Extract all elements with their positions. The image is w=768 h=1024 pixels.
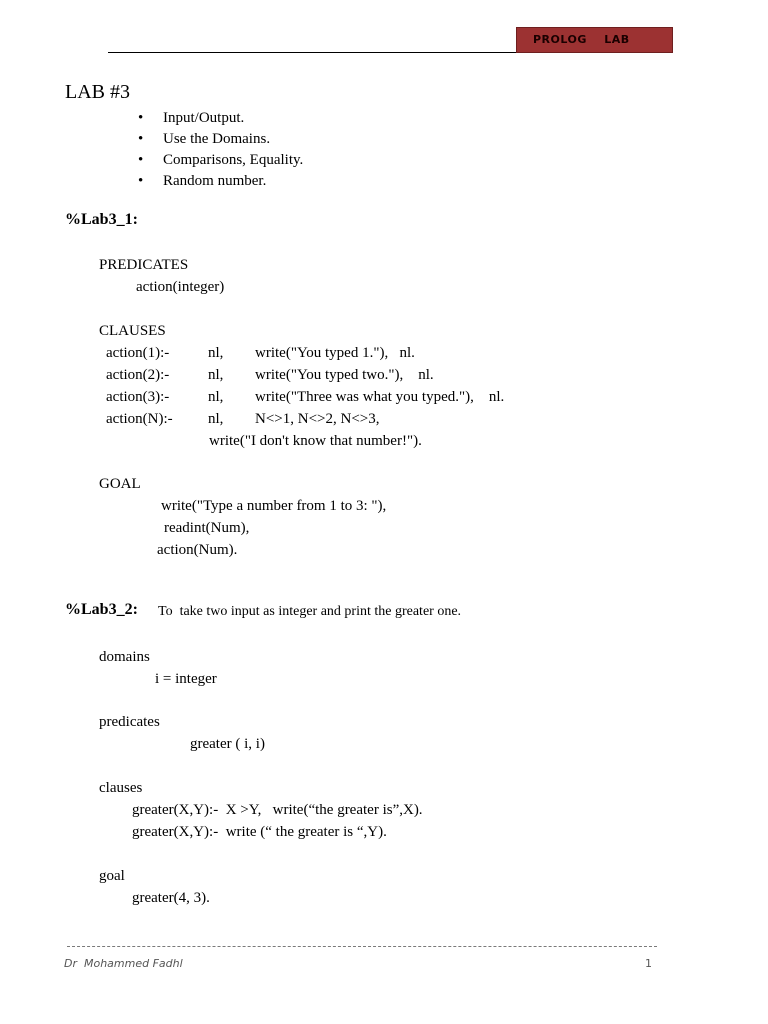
topic-item: • Input/Output. bbox=[138, 108, 303, 129]
clause-body: write("You typed two."), nl. bbox=[255, 367, 434, 383]
clause-nl: nl, bbox=[208, 345, 224, 361]
lab3-2-heading: %Lab3_2: bbox=[65, 601, 138, 618]
footer-author: Dr Mohammed Fadhl bbox=[64, 957, 183, 970]
clause-body: write("Three was what you typed."), nl. bbox=[255, 389, 505, 405]
lab3-2-description: To take two input as integer and print the greater one. bbox=[158, 604, 462, 619]
topic-item: • Random number. bbox=[138, 171, 303, 192]
clause-nl: nl, bbox=[208, 411, 224, 427]
goal-line: greater(4, 3). bbox=[132, 890, 210, 906]
lab3-2-goal-keyword: goal bbox=[99, 868, 125, 884]
lab3-1-predicates-keyword: PREDICATES bbox=[99, 257, 189, 273]
clause-head: action(3):- bbox=[106, 389, 170, 405]
header-rule bbox=[108, 52, 516, 53]
clause-line: greater(X,Y):- write (“ the greater is “,Y). bbox=[132, 824, 387, 840]
clause-nl: nl, bbox=[208, 367, 224, 383]
lab3-1-clauses-keyword: CLAUSES bbox=[99, 323, 166, 339]
clause-nl: nl, bbox=[208, 389, 224, 405]
page-number: 1 bbox=[645, 957, 652, 970]
lab3-2-clauses-keyword: clauses bbox=[99, 780, 143, 796]
goal-line: action(Num). bbox=[157, 542, 238, 558]
topics-list bbox=[138, 108, 303, 192]
clause-continuation: write("I don't know that number!"). bbox=[209, 433, 422, 449]
page-title: LAB #3 bbox=[65, 81, 130, 103]
lab3-2-predicate-declaration: greater ( i, i) bbox=[190, 736, 265, 752]
lab3-2-domain-declaration: i = integer bbox=[155, 671, 217, 687]
topic-item: • Comparisons, Equality. bbox=[138, 150, 303, 171]
lab3-1-heading: %Lab3_1: bbox=[65, 211, 138, 228]
clause-head: action(N):- bbox=[106, 411, 173, 427]
lab3-1-goal-keyword: GOAL bbox=[99, 476, 141, 492]
lab3-1-predicate-declaration: action(integer) bbox=[136, 279, 225, 295]
clause-head: action(1):- bbox=[106, 345, 170, 361]
goal-line: write("Type a number from 1 to 3: "), bbox=[161, 498, 387, 514]
footer-rule bbox=[67, 946, 657, 947]
clause-body: write("You typed 1."), nl. bbox=[255, 345, 415, 361]
lab3-2-domains-keyword: domains bbox=[99, 649, 150, 665]
clause-body: N<>1, N<>2, N<>3, bbox=[255, 411, 380, 427]
goal-line: readint(Num), bbox=[164, 520, 250, 536]
lab3-2-predicates-keyword: predicates bbox=[99, 714, 160, 730]
topic-item: • Use the Domains. bbox=[138, 129, 303, 150]
clause-line: greater(X,Y):- X >Y, write(“the greater is”,X). bbox=[132, 802, 423, 818]
clause-head: action(2):- bbox=[106, 367, 170, 383]
header-course-label: PROLOG LAB bbox=[533, 33, 630, 46]
header-course-tag bbox=[516, 27, 673, 53]
